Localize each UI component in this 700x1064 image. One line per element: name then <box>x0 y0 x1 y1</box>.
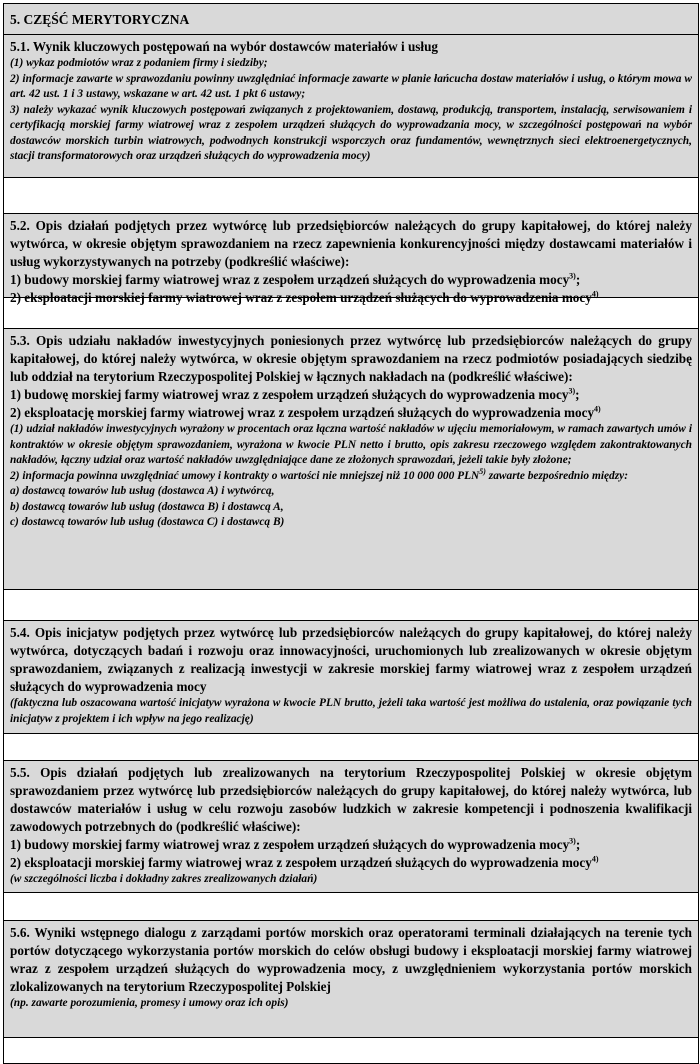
section-5-6 <box>4 920 698 1037</box>
answer-field-5-3[interactable] <box>4 589 698 620</box>
section-5-1-heading: 5.1. Wynik kluczowych postępowań na wybór dostawców materiałów i usług <box>10 39 439 54</box>
section-5-1 <box>4 34 698 177</box>
section-5-5-heading: 5.5. Opis działań podjętych lub zrealizowanych na terytorium Rzeczypospolitej Polskiej w okresie objętym sprawozdaniem przez wytwórcę lub przedsiębiorców należących do grupy kapitałowej, do której należy wytwórca, lub dostawców materiałów i usług w celu rozwoju zasobów ludzkich w zakresie kompetencji i podnoszenia kwalifikacji zawodowych potrzebnych do (podkreślić właściwe): <box>10 765 692 834</box>
section-5-3-note-1: (1) udział nakładów inwestycyjnych wyrażony w procentach oraz łączna wartość nakładów w ujęciu memoriałowym, w ramach zawartych umów i kontraktów w okresie objętym sprawozdaniem, wyrażona w kwocie PLN netto i brutto, opis zakresu rzeczowego względem zakontraktowanych nakładów, łączny udział oraz wartość nakładów uwzględniające dane ze złożonych sprawozdań, jeżeli takie były złożone; <box>10 423 692 466</box>
part-title-text: 5. CZĘŚĆ MERYTORYCZNA <box>10 12 190 27</box>
section-5-5-note: (w szczególności liczba i dokładny zakres zrealizowanych działań) <box>10 873 318 885</box>
answer-field-5-5[interactable] <box>4 892 698 920</box>
section-5-2-option-2[interactable]: 2) eksploatacji morskiej farmy wiatrowej wraz z zespołem urządzeń służących do wyprowadzenia mocy$^{4)}$ <box>10 289 599 305</box>
section-5-3 <box>4 328 698 589</box>
section-5-1-note-2: 2) informacje zawarte w sprawozdaniu powinny uwzględniać informacje zawarte w planie łańcucha dostaw materiałów i usług, o którym mowa w art. 42 ust. 1 i 3 ustawy, wskazane w art. 42 ust. 1 pkt 6 ustawy; <box>10 72 692 100</box>
section-5-2-heading: 5.2. Opis działań podjętych przez wytwórcę lub przedsiębiorców należących do grupy kapitałowej, do której należy wytwórca, w okresie objętym sprawozdaniem na rzecz zapewnienia konkurencyjności między dostawcami materiałów i usług wykorzystywanych na potrzeby (podkreślić właściwe): <box>10 218 692 269</box>
section-5-5 <box>4 760 698 892</box>
answer-field-5-1[interactable] <box>4 177 698 213</box>
section-5-2-option-1[interactable]: 1) budowy morskiej farmy wiatrowej wraz z zespołem urządzeń służących do wyprowadzenia mocy$^{3)}$; <box>10 271 581 287</box>
section-5-3-heading: 5.3. Opis udziału nakładów inwestycyjnych poniesionych przez wytwórcę lub przedsiębiorców należących do grupy kapitałowej, do której należy wytwórca, w okresie objętym sprawozdaniem na rzecz podmiotów posiadających siedzibę lub oddział na terytorium Rzeczypospolitej Polskiej w łącznych nakładach na (podkreślić właściwe): <box>10 333 692 384</box>
section-5-3-note-c: c) dostawcą towarów lub usług (dostawca C) i dostawcą B) <box>10 516 285 528</box>
section-5-3-note-b: b) dostawcą towarów lub usług (dostawca B) i dostawcą A, <box>10 500 284 513</box>
section-5-5-option-2[interactable]: 2) eksploatacji morskiej farmy wiatrowej wraz z zespołem urządzeń służących do wyprowadzenia mocy$^{4)}$ <box>10 854 599 870</box>
report-form <box>3 3 699 1064</box>
answer-field-5-4[interactable] <box>4 733 698 760</box>
answer-field-5-6[interactable] <box>4 1037 698 1064</box>
section-5-3-option-2[interactable]: 2) eksploatację morskiej farmy wiatrowej wraz z zespołem urządzeń służących do wyprowadzenia mocy$^{4)}$ <box>10 404 601 420</box>
section-5-4-heading: 5.4. Opis inicjatyw podjętych przez wytwórcę lub przedsiębiorców należących do grupy kapitałowej, do której należy wytwórca, dotyczących badań i rozwoju oraz innowacyjności, uruchomionych lub zrealizowanych w okresie objętym sprawozdaniem, związanych z realizacją inwestycji w zakresie morskiej farmy wiatrowej wraz z zespołem urządzeń służących do wyprowadzenia mocy <box>10 625 692 694</box>
section-5-3-option-1[interactable]: 1) budowę morskiej farmy wiatrowej wraz z zespołem urządzeń służących do wyprowadzenia mocy$^{3)}$; <box>10 386 580 402</box>
section-5-1-note-1: (1) wykaz podmiotów wraz z podaniem firmy i siedziby; <box>10 57 268 69</box>
section-5-5-option-1[interactable]: 1) budowy morskiej farmy wiatrowej wraz z zespołem urządzeń służących do wyprowadzenia mocy$^{3)}$; <box>10 836 581 852</box>
section-5-4 <box>4 620 698 733</box>
section-5-4-note: (faktyczna lub oszacowana wartość inicjatyw wyrażona w kwocie PLN brutto, jeżeli taka wartość jest możliwa do ustalenia, oraz powiązanie tych inicjatyw z projektem i ich wpływ na jego realizację) <box>10 697 692 725</box>
section-5-1-note-3: 3) należy wykazać wynik kluczowych postępowań związanych z projektowaniem, dostawą, produkcją, transportem, instalacją, serwisowaniem i certyfikacją morskiej farmy wiatrowej wraz z zespołem urządzeń służących do wyprowadzania mocy, w szczególności postępowań na wybór dostawców morskich turbin wiatrowych, podwodnych konstrukcji wsporczych oraz fundamentów, wewnętrznych sieci elektroenergetycznych, stacji transformatorowych oraz urządzeń służących do wyprowadzenia mocy) <box>10 103 692 162</box>
section-5-6-note: (np. zawarte porozumienia, promesy i umowy oraz ich opis) <box>10 997 289 1009</box>
section-5-6-heading: 5.6. Wyniki wstępnego dialogu z zarządami portów morskich oraz operatorami terminali działających na terenie tych portów dotyczącego wykorzystania portów morskich do celów obsługi budowy i eksploatacji morskiej farmy wiatrowej wraz z zespołem urządzeń służących do wyprowadzenia mocy, z uwzględnieniem wykorzystania portów morskich zlokalizowanych na terytorium Rzeczypospolitej Polskiej <box>10 925 692 994</box>
section-5-3-note-a: a) dostawcą towarów lub usług (dostawca A) i wytwórcą, <box>10 485 275 497</box>
section-5-2 <box>4 213 698 305</box>
section-5-3-note-2: 2) informacja powinna uwzględniać umowy i kontrakty o wartości nie mniejszej niż 10 000 000 PLN$^{5)}$ zawarte bezpośrednio między: <box>10 466 629 482</box>
part-title <box>4 3 698 34</box>
